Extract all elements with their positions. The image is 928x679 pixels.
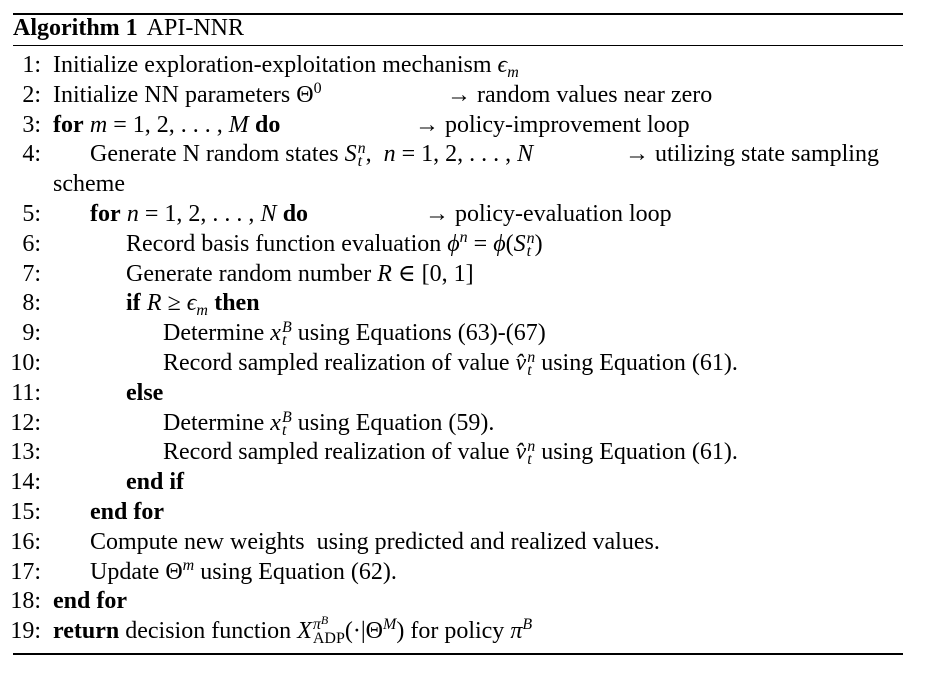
algorithm-line-8 <box>0 288 928 318</box>
loop-range: = 1, 2, . . . , <box>107 111 229 138</box>
line-number: 15: <box>10 499 41 525</box>
keyword-do: do <box>255 111 281 138</box>
phi-symbol: ϕ <box>447 230 460 257</box>
keyword-for: for <box>53 111 84 138</box>
superscript: 0 <box>313 79 322 97</box>
line-number: 8: <box>22 290 41 317</box>
decision-symbol: x <box>270 320 281 347</box>
line-text <box>53 50 519 83</box>
algorithm-line-2 <box>0 80 928 110</box>
loop-variable: n <box>126 201 139 227</box>
text-segment: decision function <box>119 618 298 645</box>
loop-end: M <box>228 111 249 138</box>
line-number: 1: <box>22 52 41 78</box>
line-text: Compute new weights using predicted and realized values. <box>90 528 660 555</box>
line-comment: → utilizing state sampling <box>625 141 879 168</box>
line-text <box>163 318 546 348</box>
theta-symbol: Θ <box>165 558 183 585</box>
comparison-operator: ≥ <box>161 290 187 317</box>
text-segment: Record basis function evaluation <box>126 230 448 257</box>
close-paren: ) <box>396 618 405 645</box>
subscript: t <box>281 332 287 350</box>
text-segment: Record sampled realization of value <box>163 350 516 376</box>
line-text <box>90 557 397 590</box>
text-segment: Record sampled realization of value <box>163 439 516 466</box>
algorithm-line-4 <box>0 139 928 169</box>
sup-sub-stack <box>281 408 292 439</box>
text-segment: using Equations (63)-(67) <box>291 320 546 347</box>
text-segment: using Equation (62). <box>194 558 397 585</box>
text-segment: Determine <box>163 409 271 436</box>
text-segment: Initialize exploration-exploitation mechanism <box>53 52 498 78</box>
subscript: t <box>281 421 287 439</box>
loop-end: N <box>260 201 277 227</box>
algorithm-line-3 <box>0 110 928 140</box>
index-variable: n <box>383 141 396 168</box>
line-number: 10: <box>10 350 41 376</box>
algorithm-line-15 <box>0 497 928 527</box>
algorithm-line-17 <box>0 557 928 587</box>
line-comment: → policy-improvement loop <box>415 111 690 138</box>
bottom-rule <box>13 653 903 655</box>
algorithm-line-7 <box>0 259 928 289</box>
sup-sub-stack <box>312 613 345 648</box>
superscript: B <box>281 408 292 426</box>
algorithm-line-1 <box>0 50 928 80</box>
interval: ∈ [0, 1] <box>391 260 474 287</box>
text-segment: using Equation (61). <box>535 350 738 376</box>
line-text <box>90 139 533 169</box>
text-segment: Initialize NN parameters <box>53 81 297 108</box>
phi-function: ϕ <box>493 230 506 257</box>
keyword-for: for <box>90 201 121 227</box>
close-paren: ) <box>534 230 543 257</box>
subscript: t <box>527 362 532 379</box>
value-hat-symbol: v̂ <box>515 439 527 466</box>
epsilon-symbol: ϵ <box>497 52 508 78</box>
line-number: 7: <box>22 260 41 287</box>
algorithm-line-10 <box>0 348 928 378</box>
line-text <box>90 199 308 229</box>
subscript: t <box>527 451 532 469</box>
line-text <box>163 348 738 378</box>
subscript: m <box>196 302 208 320</box>
theta-symbol: Θ <box>296 81 314 108</box>
algorithm-label: Algorithm 1 <box>13 15 138 41</box>
line-number: 4: <box>22 141 41 168</box>
function-symbol: X <box>297 618 312 645</box>
keyword-else: else <box>126 379 164 406</box>
superscript: n <box>357 140 366 158</box>
algorithm-line-13 <box>0 437 928 467</box>
algorithm-line-11 <box>0 378 928 408</box>
equals: = <box>467 230 494 257</box>
keyword-end-for: end for <box>53 588 127 615</box>
algorithm-line-18 <box>0 586 928 616</box>
line-number: 3: <box>22 111 41 138</box>
open-paren: ( <box>505 230 514 257</box>
nested-superscript: B <box>320 613 329 628</box>
loop-variable: m <box>89 111 108 138</box>
subscript: t <box>357 153 363 171</box>
pi-symbol: π <box>510 618 523 645</box>
line-number: 17: <box>10 558 41 585</box>
line-number: 6: <box>22 230 41 257</box>
line-text <box>126 229 543 262</box>
index-end: N <box>517 141 534 168</box>
line-text <box>163 408 494 438</box>
index-range: = 1, 2, . . . , <box>395 141 518 168</box>
epsilon-symbol: ϵ <box>186 290 197 317</box>
text-segment: Generate N random states <box>90 141 345 168</box>
line-text <box>53 80 322 113</box>
line-number: 9: <box>22 320 41 347</box>
algorithm-line-14 <box>0 467 928 497</box>
superscript: n <box>459 228 468 246</box>
line-number: 19: <box>10 618 41 645</box>
random-variable: R <box>377 260 392 287</box>
line-number: 18: <box>10 588 41 615</box>
function-arguments: (·|Θ <box>344 618 383 645</box>
algorithm-line-16 <box>0 527 928 557</box>
sup-sub-stack <box>527 438 536 469</box>
superscript: n <box>526 229 535 247</box>
text-segment: using Equation (61). <box>535 439 738 466</box>
line-number: 5: <box>22 201 41 227</box>
keyword-end-for: end for <box>90 499 164 525</box>
line-comment: → policy-evaluation loop <box>425 201 672 227</box>
superscript: n <box>527 349 536 366</box>
line-number: 14: <box>10 469 41 496</box>
subscript: t <box>526 242 532 260</box>
decision-symbol: x <box>270 409 281 436</box>
line-number: 2: <box>22 81 41 108</box>
algorithm-line-12 <box>0 408 928 438</box>
sup-sub-stack <box>527 351 535 377</box>
superscript: n <box>527 438 536 456</box>
pi-superscript: π <box>312 616 321 634</box>
state-symbol: S <box>513 230 526 257</box>
line-number: 13: <box>10 439 41 466</box>
text-segment: Generate random number <box>126 260 378 287</box>
sup-sub-stack <box>526 229 535 260</box>
algorithm-line-6 <box>0 229 928 259</box>
line-text <box>126 288 260 321</box>
separator: , <box>365 141 384 168</box>
text-segment: Determine <box>163 320 271 347</box>
sup-sub-stack <box>281 319 292 350</box>
line-comment: → random values near zero <box>447 81 713 108</box>
state-symbol: S <box>344 141 357 168</box>
line-text <box>126 259 474 289</box>
subscript: ADP <box>312 630 345 648</box>
line-text <box>53 613 533 649</box>
superscript: m <box>182 556 195 574</box>
algorithm-line-5 <box>0 199 928 229</box>
algorithm-title: API-NNR <box>146 15 244 41</box>
keyword-do: do <box>282 201 309 227</box>
algorithm-header <box>13 13 244 43</box>
superscript: B <box>522 616 533 634</box>
superscript: B <box>281 319 292 337</box>
text-segment: for policy <box>404 618 511 645</box>
continuation-text: scheme <box>53 171 125 198</box>
keyword-if: if <box>126 290 141 317</box>
algorithm-line-9 <box>0 318 928 348</box>
superscript: M <box>383 616 397 634</box>
text-segment: Update <box>90 558 166 585</box>
keyword-then: then <box>214 290 260 317</box>
line-number: 16: <box>10 528 41 555</box>
algorithm-line-4-continuation <box>0 169 928 199</box>
text-segment: using Equation (59). <box>291 409 495 436</box>
keyword-end-if: end if <box>126 469 185 496</box>
subscript: m <box>507 64 519 81</box>
random-variable: R <box>146 290 162 317</box>
algorithm-line-19 <box>0 613 928 648</box>
loop-range: = 1, 2, . . . , <box>138 201 261 227</box>
value-hat-symbol: v̂ <box>515 350 527 376</box>
line-number: 12: <box>10 409 41 436</box>
keyword-return: return <box>53 618 120 645</box>
sup-sub-stack <box>357 140 366 171</box>
line-text <box>163 437 738 467</box>
line-number: 11: <box>11 379 41 406</box>
line-text <box>53 110 280 140</box>
header-rule <box>13 45 903 46</box>
